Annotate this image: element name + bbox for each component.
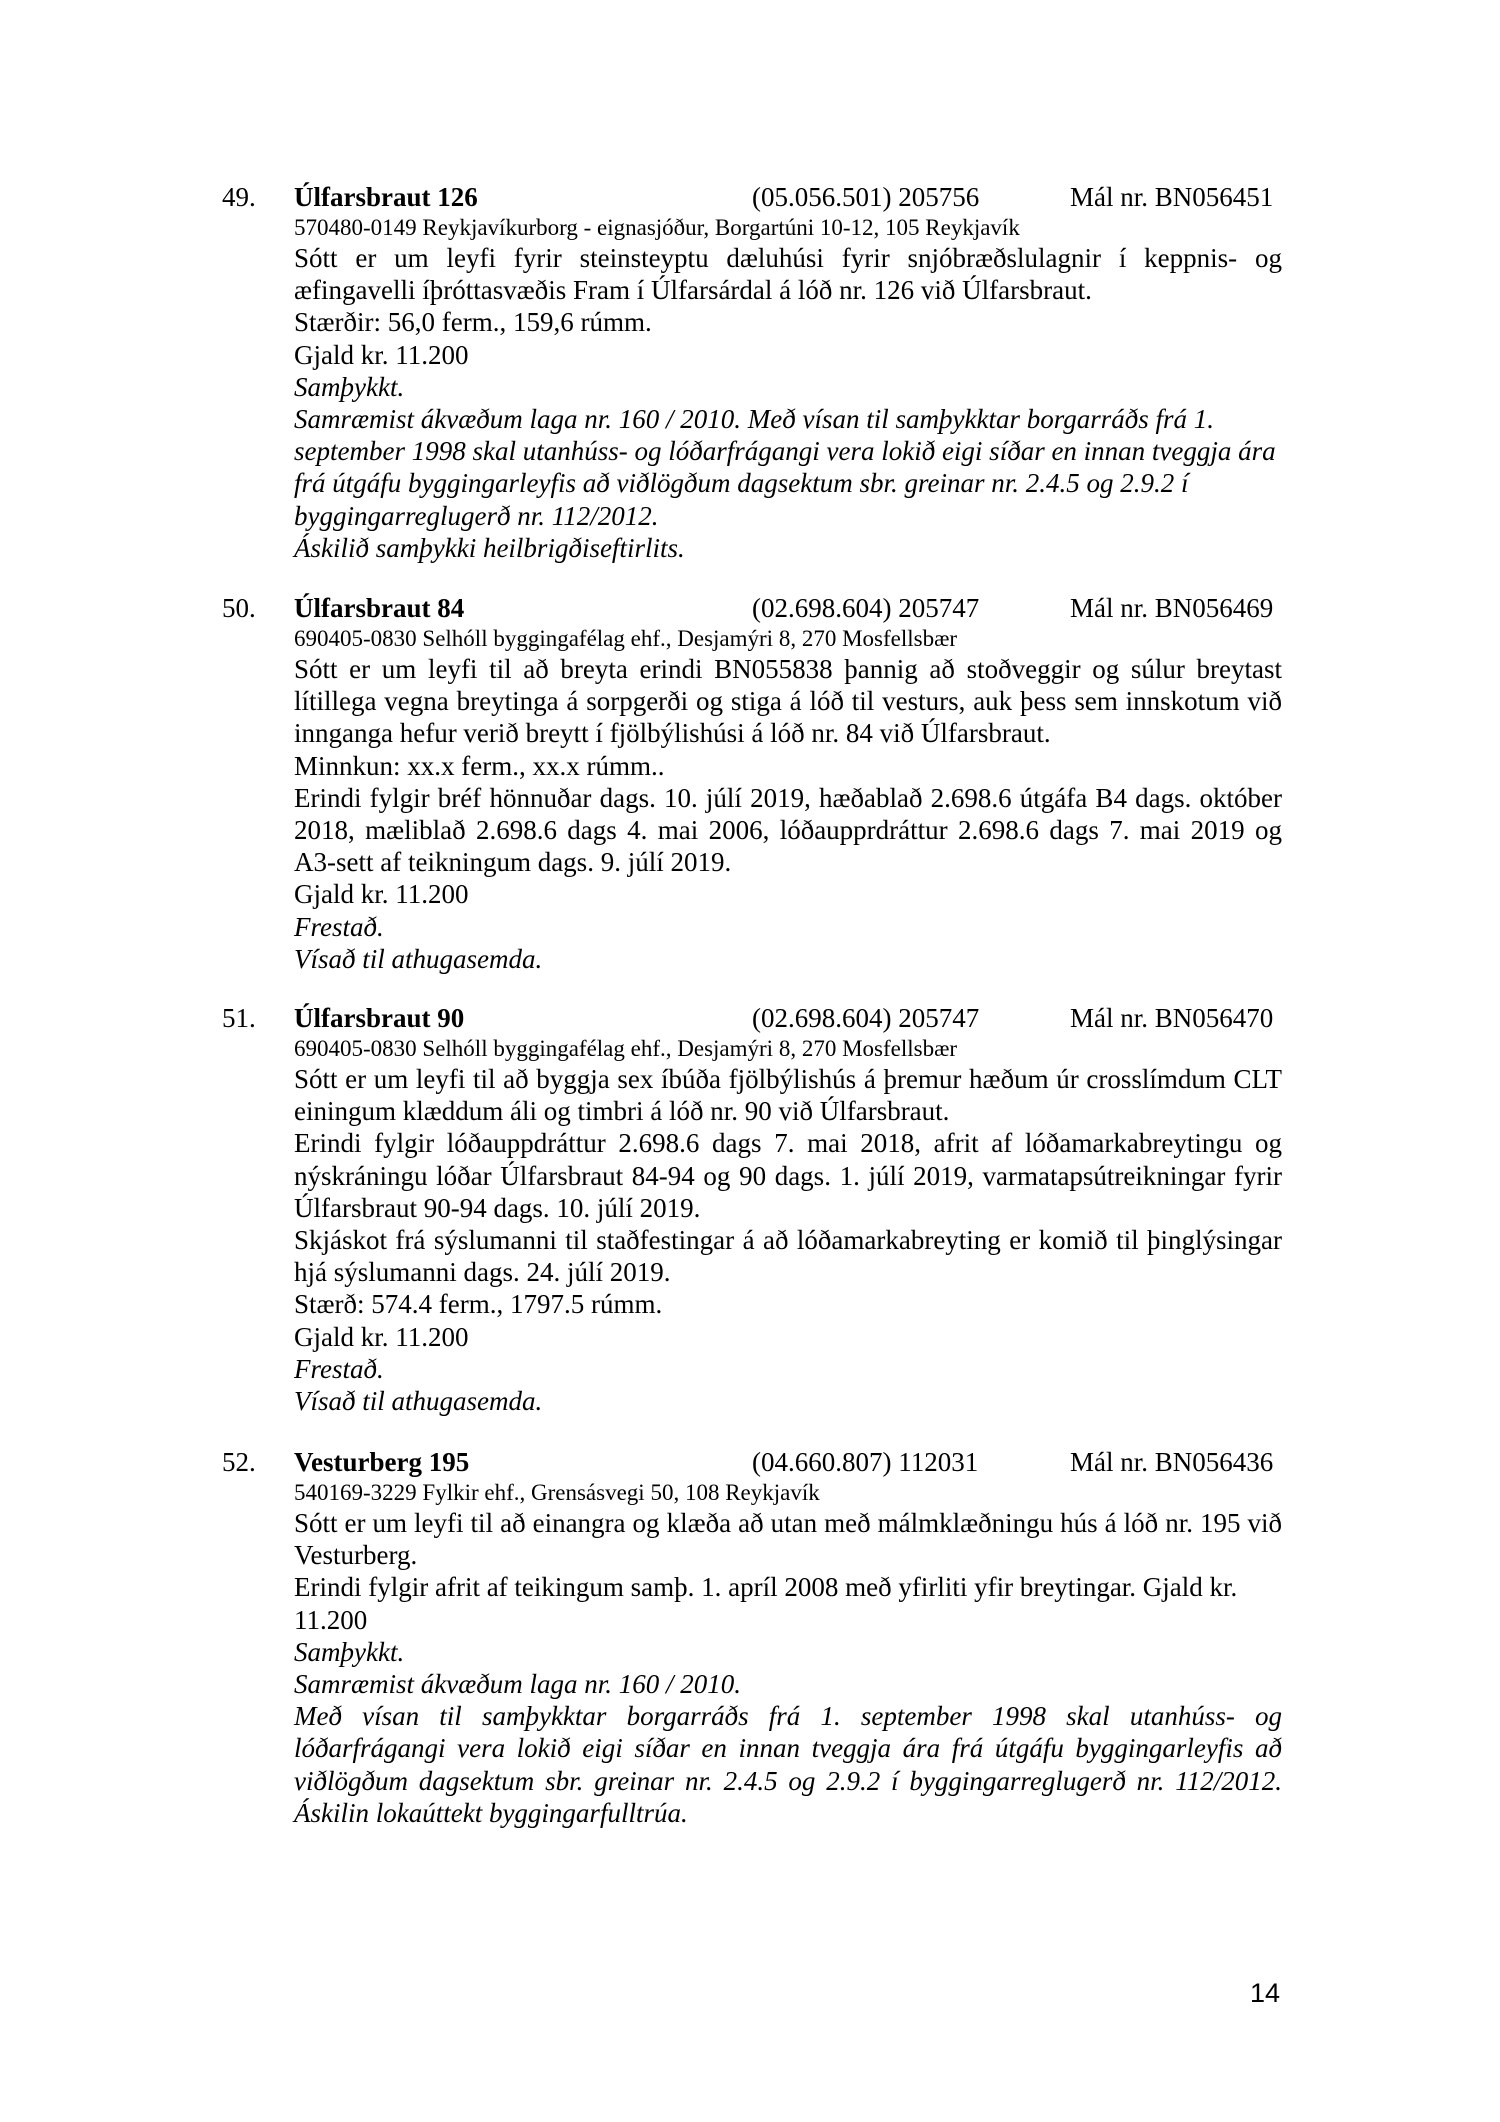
item-applicant: 690405-0830 Selhóll byggingafélag ehf., Desjamýri 8, 270 Mosfellsbær bbox=[294, 1036, 958, 1061]
item-number: 49. bbox=[222, 182, 256, 212]
item-header bbox=[222, 1002, 1282, 1035]
item-address: Úlfarsbraut 90 bbox=[294, 1003, 465, 1033]
item-address: Úlfarsbraut 126 bbox=[294, 182, 478, 212]
item-header bbox=[222, 592, 1282, 625]
item-address: Vesturberg 195 bbox=[294, 1447, 470, 1477]
item-reference: (04.660.807) 112031 bbox=[752, 1447, 979, 1477]
item-decision: Samþykkt. bbox=[294, 1636, 405, 1667]
item-attachments: Erindi fylgir bréf hönnuðar dags. 10. júlí 2019, hæðablað 2.698.6 útgáfa B4 dags. október 2018, mæliblað 2.698.6 dags 4. mai 2006, lóðaupprdráttur 2.698.6 dags 7. mai 2019 og A3-sett af teikningum dags. 9. júlí 2019. bbox=[294, 782, 1282, 878]
item-screenshot-note: Skjáskot frá sýslumanni til staðfestingar á að lóðamarkabreyting er komið til þinglýsingar hjá sýslumanni dags. 24. júlí 2019. bbox=[294, 1225, 1282, 1288]
item-decision: Frestað. bbox=[294, 911, 384, 942]
item-reference: (02.698.604) 205747 bbox=[752, 1003, 980, 1033]
agenda-item-51 bbox=[222, 1002, 1282, 1417]
item-body bbox=[294, 653, 1282, 975]
item-case-number: Mál nr. BN056451 bbox=[1070, 182, 1274, 212]
item-number: 50. bbox=[222, 593, 256, 623]
item-case-number: Mál nr. BN056436 bbox=[1070, 1447, 1274, 1477]
item-address: Úlfarsbraut 84 bbox=[294, 593, 465, 623]
item-fee: Gjald kr. 11.200 bbox=[294, 879, 469, 910]
item-header bbox=[222, 1446, 1282, 1479]
item-description: Sótt er um leyfi fyrir steinsteyptu dæluhúsi fyrir snjóbræðslulagnir í keppnis- og æfingavelli íþróttasvæðis Fram í Úlfarsárdal á lóð nr. 126 við Úlfarsbraut. bbox=[294, 243, 1282, 306]
item-attachments: Erindi fylgir lóðauppdráttur 2.698.6 dags 7. mai 2018, afrit af lóðamarkabreytingu og nýskráningu lóðar Úlfarsbraut 84-94 og 90 dags. 1. júlí 2019, varmatapsútreikningar fyrir Úlfarsbraut 90-94 dags. 10. júlí 2019. bbox=[294, 1128, 1282, 1223]
item-fee: Gjald kr. 11.200 bbox=[294, 339, 469, 370]
item-decision: Samþykkt. bbox=[294, 371, 405, 402]
item-conditions: Samræmist ákvæðum laga nr. 160 / 2010. Með vísan til samþykktar borgarráðs frá 1. september 1998 skal utanhúss- og lóðarfrágangi vera lokið eigi síðar en innan tveggja ára frá útgáfu byggingarleyfis að viðlögðum dagsektum sbr. greinar nr. 2.4.5 og 2.9.2 í byggingarreglugerð nr. 112/2012. bbox=[294, 404, 1276, 531]
item-description: Sótt er um leyfi til að byggja sex íbúða fjölbýlishús á þremur hæðum úr crosslímdum CLT einingum klæddum áli og timbri á lóð nr. 90 við Úlfarsbraut. bbox=[294, 1064, 1282, 1127]
item-number: 52. bbox=[222, 1447, 256, 1477]
item-size: Stærð: 574.4 ferm., 1797.5 rúmm. bbox=[294, 1289, 663, 1320]
item-case-number: Mál nr. BN056469 bbox=[1070, 593, 1274, 623]
item-size: Stærðir: 56,0 ferm., 159,6 rúmm. bbox=[294, 307, 652, 338]
agenda-item-49 bbox=[222, 181, 1282, 564]
item-applicant: 540169-3229 Fylkir ehf., Grensásvegi 50, 108 Reykjavík bbox=[294, 1480, 820, 1505]
item-description: Sótt er um leyfi til að breyta erindi BN055838 þannig að stoðveggir og súlur breytast lítillega vegna breytinga á sorpgerði og stiga á lóð til vesturs, auk þess sem innskotum við innganga hefur verið breytt í fjölbýlishúsi á lóð nr. 84 við Úlfarsbraut. bbox=[294, 654, 1282, 749]
item-note: Vísað til athugasemda. bbox=[294, 943, 543, 974]
item-body bbox=[294, 1063, 1282, 1417]
agenda-item-52 bbox=[222, 1446, 1282, 1829]
item-reference: (05.056.501) 205756 bbox=[752, 182, 980, 212]
item-body bbox=[294, 1507, 1282, 1829]
item-body bbox=[294, 242, 1282, 564]
item-requirement: Áskilið samþykki heilbrigðiseftirlits. bbox=[294, 532, 685, 563]
item-number: 51. bbox=[222, 1003, 256, 1033]
item-reference: (02.698.604) 205747 bbox=[752, 593, 980, 623]
page-number: 14 bbox=[1249, 1978, 1280, 2008]
item-note: Vísað til athugasemda. bbox=[294, 1386, 543, 1417]
item-header bbox=[222, 181, 1282, 214]
item-fee: Gjald kr. 11.200 bbox=[294, 1321, 469, 1352]
item-size: Minnkun: xx.x ferm., xx.x rúmm.. bbox=[294, 750, 665, 781]
item-conditions: Með vísan til samþykktar borgarráðs frá 1. september 1998 skal utanhúss- og lóðarfrágangi vera lokið eigi síðar en innan tveggja ára frá útgáfu byggingarleyfis að viðlögðum dagsektum sbr. greinar nr. 2.4.5 og 2.9.2 í byggingarreglugerð nr. 112/2012. Áskilin lokaúttekt byggingarfulltrúa. bbox=[294, 1701, 1282, 1828]
item-attachments: Erindi fylgir afrit af teikingum samþ. 1. apríl 2008 með yfirliti yfir breytingar. Gjald kr. 11.200 bbox=[294, 1572, 1238, 1635]
item-description: Sótt er um leyfi til að einangra og klæða að utan með málmklæðningu hús á lóð nr. 195 við Vesturberg. bbox=[294, 1508, 1282, 1571]
item-applicant: 570480-0149 Reykjavíkurborg - eignasjóður, Borgartúni 10-12, 105 Reykjavík bbox=[294, 215, 1020, 240]
item-case-number: Mál nr. BN056470 bbox=[1070, 1003, 1274, 1033]
agenda-item-50 bbox=[222, 592, 1282, 975]
item-decision: Frestað. bbox=[294, 1353, 384, 1384]
item-applicant: 690405-0830 Selhóll byggingafélag ehf., Desjamýri 8, 270 Mosfellsbær bbox=[294, 626, 958, 651]
item-law-reference: Samræmist ákvæðum laga nr. 160 / 2010. bbox=[294, 1669, 742, 1700]
